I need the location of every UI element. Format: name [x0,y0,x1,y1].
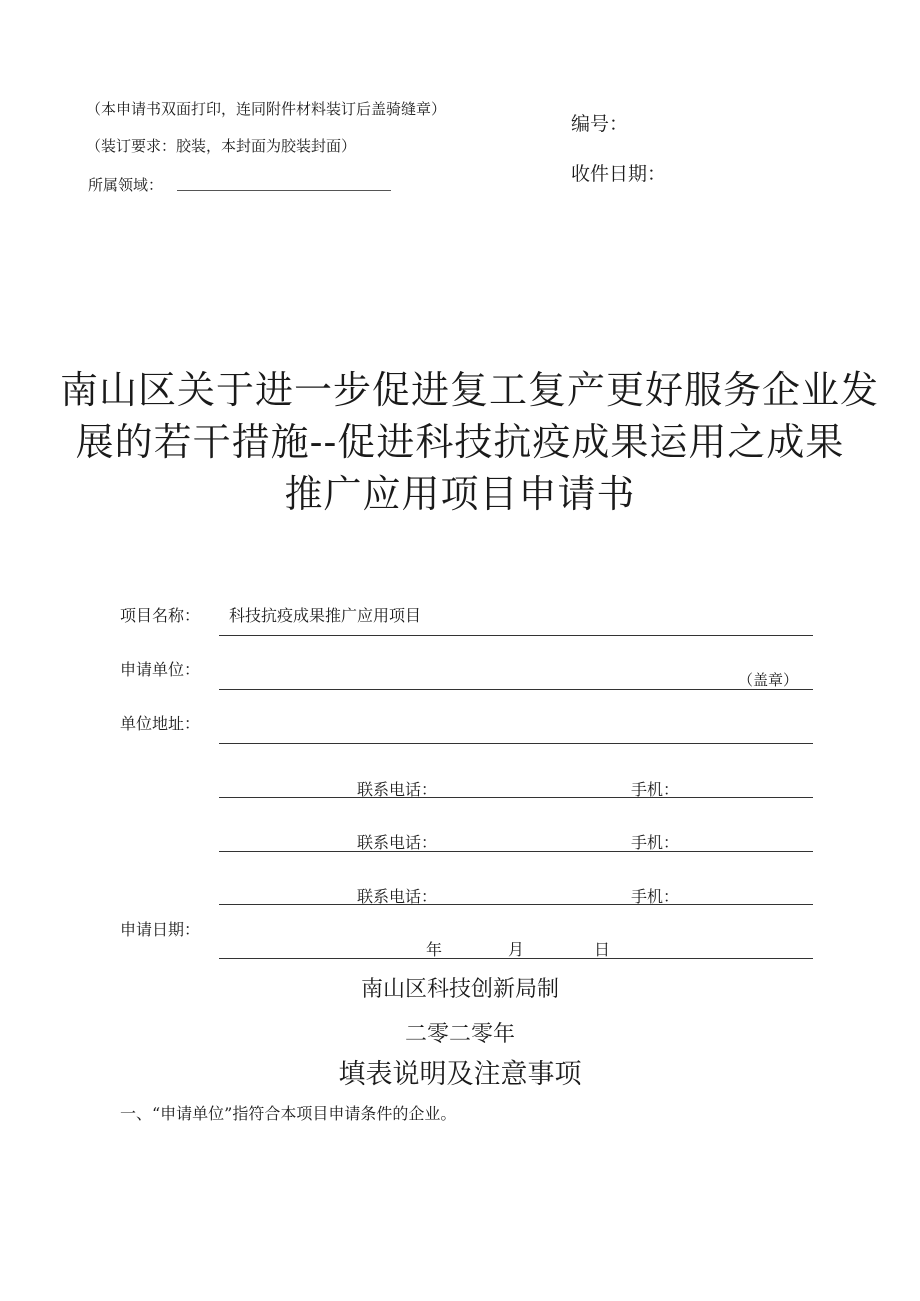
contact-underline[interactable] [219,904,813,905]
field-underline [177,190,391,191]
instruction-item-1: 一、“申请单位”指符合本项目申请条件的企业。 [120,1104,457,1123]
binding-note: （装订要求：胶装，本封面为胶装封面） [86,137,357,155]
project-name-label: 项目名称： [120,606,201,625]
field-label: 所属领域： [88,176,164,194]
document-title-line-1: 南山区关于进一步促进复工复产更好服务企业发 [60,368,880,412]
contact-underline[interactable] [219,797,813,798]
contact-mobile-label: 手机： [631,780,680,799]
document-title-line-3: 推广应用项目申请书 [284,472,636,516]
contact-mobile-label: 手机： [631,887,680,906]
seal-label: （盖章） [738,671,799,689]
issuer: 南山区科技创新局制 [360,977,559,1002]
apply-date-underline[interactable] [219,958,813,959]
print-note: （本申请书双面打印，连同附件材料装订后盖骑缝章） [86,100,447,118]
contact-phone-label: 联系电话： [357,833,438,852]
day-label: 日 [594,940,611,959]
apply-date-label: 申请日期： [120,920,201,939]
address-label: 单位地址： [120,714,201,733]
contact-mobile-label: 手机： [631,833,680,852]
year-label: 年 [426,940,443,959]
applicant-underline[interactable] [219,689,813,690]
project-name-underline [219,635,813,636]
project-name-value[interactable]: 科技抗疫成果推广应用项目 [229,606,422,625]
issue-year: 二零二零年 [404,1022,515,1047]
document-title-line-2: 展的若干措施--促进科技抗疫成果运用之成果 [75,420,845,464]
applicant-label: 申请单位： [120,660,201,679]
instructions-title: 填表说明及注意事项 [338,1059,582,1090]
month-label: 月 [508,940,525,959]
address-underline[interactable] [219,743,813,744]
number-label: 编号： [571,113,629,135]
contact-phone-label: 联系电话： [357,780,438,799]
receive-date-label: 收件日期： [571,163,667,185]
contact-phone-label: 联系电话： [357,887,438,906]
contact-underline[interactable] [219,851,813,852]
